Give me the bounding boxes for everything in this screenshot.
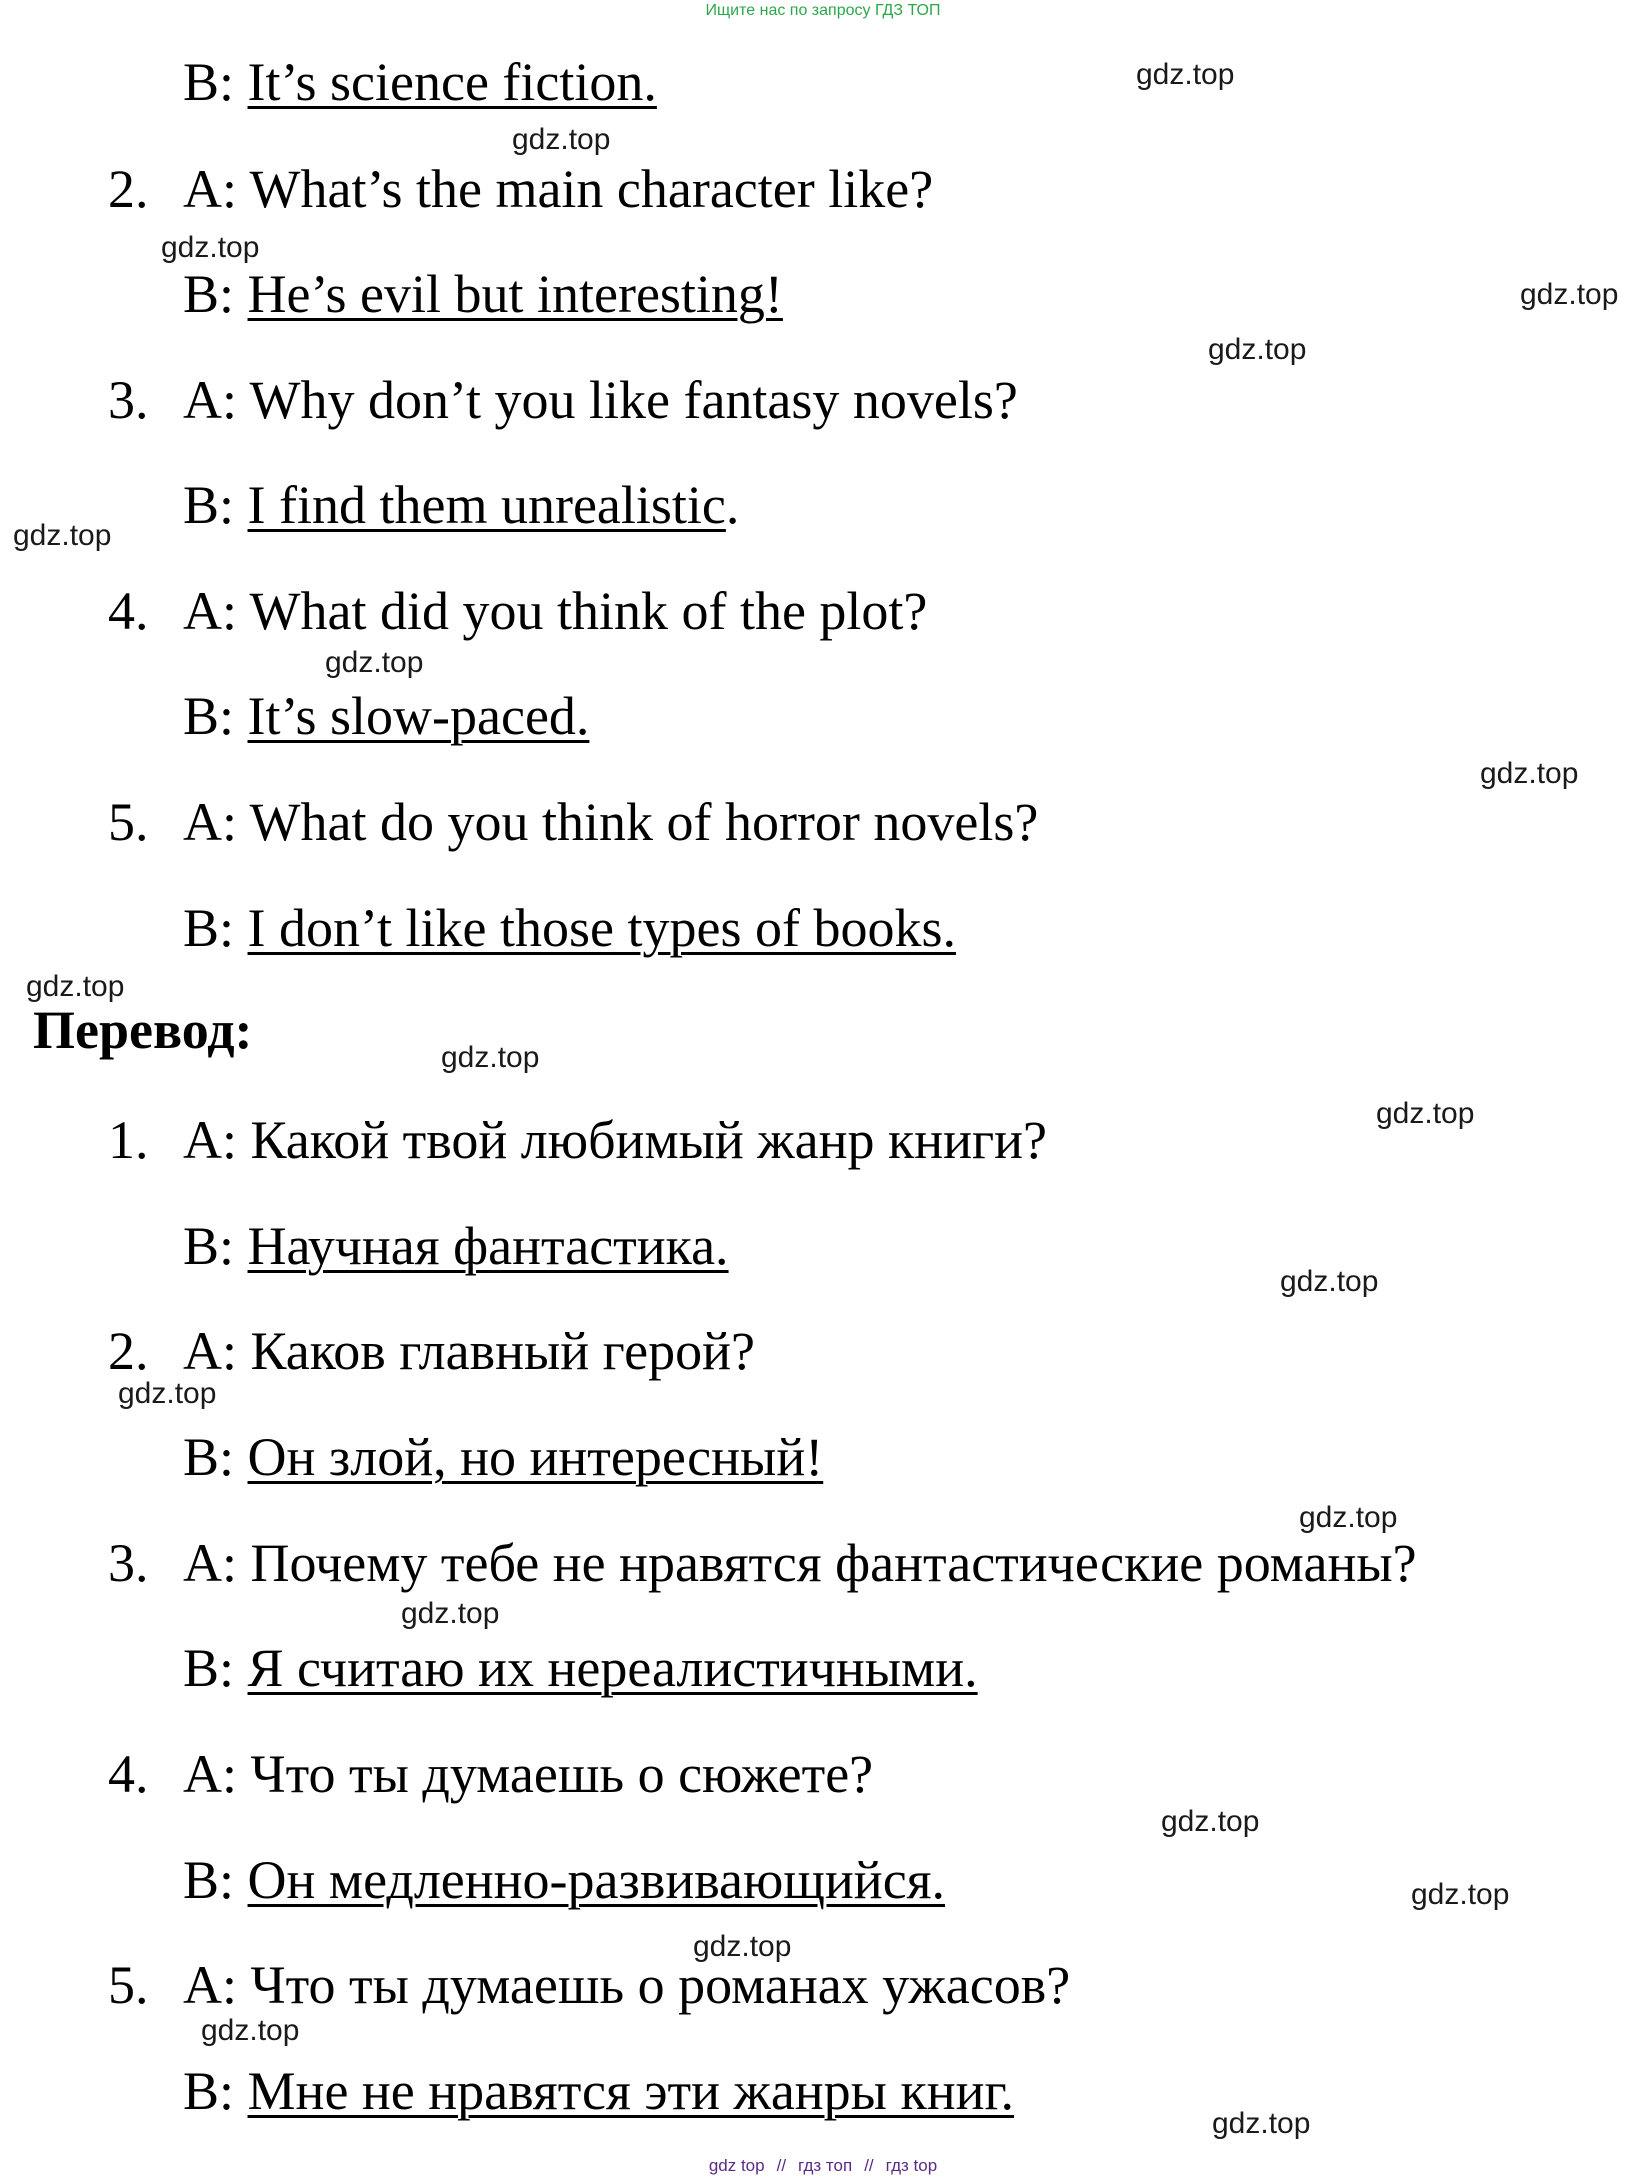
watermark: gdz.top [441,1041,540,1074]
answer-text: Я считаю их нереалистичными. [247,1638,978,1698]
watermark: gdz.top [1136,58,1235,91]
watermark: gdz.top [1212,2107,1311,2140]
watermark: gdz.top [201,2014,300,2047]
answer-text: I don’t like those types of books. [247,898,956,958]
ru-item-4-number: 4. [108,1744,149,1804]
en-item-5-number: 5. [108,792,149,852]
en-item-3-b [183,473,739,537]
answer-prefix: B: [183,264,248,324]
answer-text: Он злой, но интересный! [247,1427,824,1487]
answer-prefix: B: [183,2061,248,2121]
watermark: gdz.top [1376,1097,1475,1130]
ru-item-1-a: A: Какой твой любимый жанр книги? [183,1110,1048,1170]
ru-item-3-b [183,1636,978,1700]
answer-prefix: B: [183,52,248,112]
en-item-4-b [183,684,589,748]
answer-prefix: B: [183,1638,248,1698]
answer-text: Он медленно-развивающийся. [247,1850,945,1910]
ru-item-2-a: A: Каков главный герой? [183,1321,755,1381]
answer-prefix: B: [183,686,248,746]
en-item-4-number: 4. [108,581,149,641]
en-item-5-a: A: What do you think of horror novels? [183,792,1039,852]
answer-prefix: B: [183,1850,248,1910]
ru-item-5-a: A: Что ты думаешь о романах ужасов? [183,1955,1071,2015]
ru-item-3-a: A: Почему тебе не нравятся фантастические романы? [183,1533,1417,1593]
en-item-2-number: 2. [108,159,149,219]
en-item-4-a: A: What did you think of the plot? [183,581,928,641]
footer-separator: // [864,2156,874,2175]
en-item-3-number: 3. [108,370,149,430]
watermark: gdz.top [13,519,112,552]
watermark: gdz.top [26,970,125,1003]
ru-item-5-b [183,2059,1014,2123]
answer-prefix: B: [183,1216,248,1276]
watermark: gdz.top [1299,1501,1398,1534]
ru-item-1-b [183,1214,729,1278]
watermark: gdz.top [1161,1805,1260,1838]
watermark: gdz.top [1480,757,1579,790]
top-search-banner[interactable]: Ищите нас по запросу ГДЗ ТОП [705,2,941,19]
ru-item-3-number: 3. [108,1533,149,1593]
watermark: gdz.top [325,646,424,679]
en-item-2-b [183,262,783,326]
watermark: gdz.top [512,123,611,156]
ru-item-4-a: A: Что ты думаешь о сюжете? [183,1744,874,1804]
ru-item-5-number: 5. [108,1955,149,2015]
watermark: gdz.top [401,1597,500,1630]
footer-link[interactable]: gdz top [708,2156,765,2175]
footer-link[interactable]: гдз top [885,2156,938,2175]
ru-item-2-number: 2. [108,1321,149,1381]
watermark: gdz.top [118,1377,217,1410]
watermark: gdz.top [1520,278,1619,311]
translation-heading: Перевод: [33,1000,253,1060]
answer-suffix: . [725,475,740,535]
answer-text: Мне не нравятся эти жанры книг. [247,2061,1015,2121]
watermark: gdz.top [1280,1265,1379,1298]
en-item-1-b [183,50,657,114]
ru-item-2-b [183,1425,823,1489]
answer-text: Научная фантастика. [247,1216,729,1276]
footer-link[interactable]: гдз топ [798,2156,853,2175]
answer-prefix: B: [183,898,248,958]
ru-item-1-number: 1. [108,1110,149,1170]
watermark: gdz.top [1411,1878,1510,1911]
answer-text: It’s slow-paced. [247,686,590,746]
en-item-5-b [183,896,956,960]
en-item-2-a: A: What’s the main character like? [183,159,934,219]
watermark: gdz.top [1208,333,1307,366]
answer-text: I find them unrealistic [247,475,726,535]
footer-separator: // [776,2156,787,2175]
answer-prefix: B: [183,1427,248,1487]
answer-prefix: B: [183,475,248,535]
answer-text: It’s science fiction. [247,52,657,112]
answer-text: He’s evil but interesting! [247,264,783,324]
footer-links [0,2155,1646,2177]
en-item-3-a: A: Why don’t you like fantasy novels? [183,370,1018,430]
watermark: gdz.top [693,1930,792,1963]
ru-item-4-b [183,1848,945,1912]
watermark: gdz.top [161,231,260,264]
